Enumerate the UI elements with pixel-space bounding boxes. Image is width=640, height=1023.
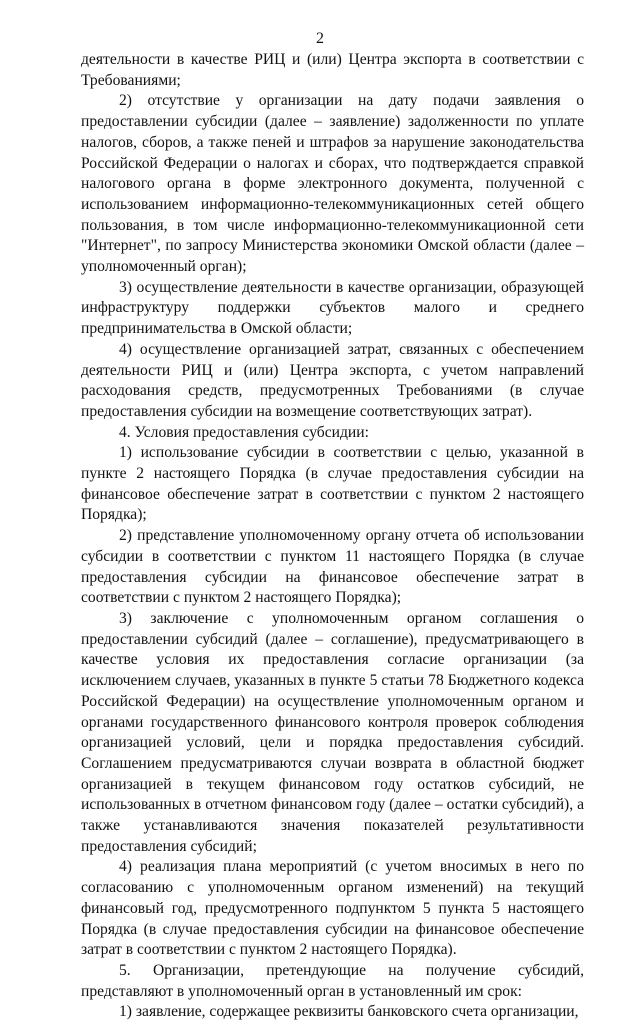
paragraph-condition-4: 4) реализация плана мероприятий (с учетом вносимых в него по согласованию с уполномоченным органом изменений) на текущий финансовый год, предусмотренного подпунктом 5 пункта 5 настоящего Порядка (в случае предоставления субсидии на финансовое обеспечение затрат в соответствии с пунктом 2 настоящего Порядка). (81, 858, 584, 959)
paragraph-requirement-3: 3) осуществление деятельности в качестве организации, образующей инфраструктуру поддержки субъектов малого и среднего предпринимательства в Омской области; (81, 278, 584, 338)
section-heading-conditions: 4. Условия предоставления субсидии: (119, 423, 369, 441)
document-body (81, 50, 584, 1023)
paragraph-requirement-2: 2) отсутствие у организации на дату подачи заявления о предоставлении субсидии (далее – заявление) задолженности по уплате налогов, сборов, а также пеней и штрафов за нарушение законодательства Российской Федерации о налогах и сборах, что подтверждается справкой налогового органа в форме электронного документа, полученной с использованием информационно-телекоммуникационных сетей общего пользования, в том числе информационно-телекоммуникационной сети "Интернет", по запросу Министерства экономики Омской области (далее – уполномоченный орган); (81, 92, 584, 276)
section-heading-applications: 5. Организации, претендующие на получение субсидий, представляют в уполномоченный орган в установленный им срок: (81, 961, 584, 1000)
paragraph-condition-1: 1) использование субсидии в соответствии с целью, указанной в пункте 2 настоящего Порядка (в случае предоставления субсидии на финансовое обеспечение затрат в соответствии с пунктом 2 настоящего Порядка); (81, 444, 584, 524)
paragraph-continuation: деятельности в качестве РИЦ и (или) Центра экспорта в соответствии с Требованиями; (81, 51, 584, 89)
paragraph-application-1: 1) заявление, содержащее реквизиты банковского счета организации, (119, 1003, 579, 1021)
page-number: 2 (316, 30, 324, 47)
paragraph-condition-3: 3) заключение с уполномоченным органом соглашения о предоставлении субсидий (далее – соглашение), предусматривающего в качестве условия их предоставления согласие организации (за исключением случаев, указанных в пункте 5 статьи 78 Бюджетного кодекса Российской Федерации) на осуществление уполномоченным органом и органами государственного финансового контроля проверок соблюдения организацией условий, цели и порядка предоставления субсидий. Соглашением предусматриваются случаи возврата в областной бюджет организацией в текущем финансовом году остатков субсидий, не использованных в отчетном финансовом году (далее – остатки субсидий), а также устанавливаются значения показателей результативности предоставления субсидий; (81, 609, 584, 855)
paragraph-condition-2: 2) представление уполномоченному органу отчета об использовании субсидии в соответствии с пунктом 11 настоящего Порядка (в случае предоставления субсидии на финансовое обеспечение затрат в соответствии с пунктом 2 настоящего Порядка); (81, 527, 584, 607)
paragraph-requirement-4: 4) осуществление организацией затрат, связанных с обеспечением деятельности РИЦ и (или) Центра экспорта, с учетом направлений расходования средств, предусмотренных Требованиями (в случае предоставления субсидии на возмещение соответствующих затрат). (81, 340, 584, 420)
